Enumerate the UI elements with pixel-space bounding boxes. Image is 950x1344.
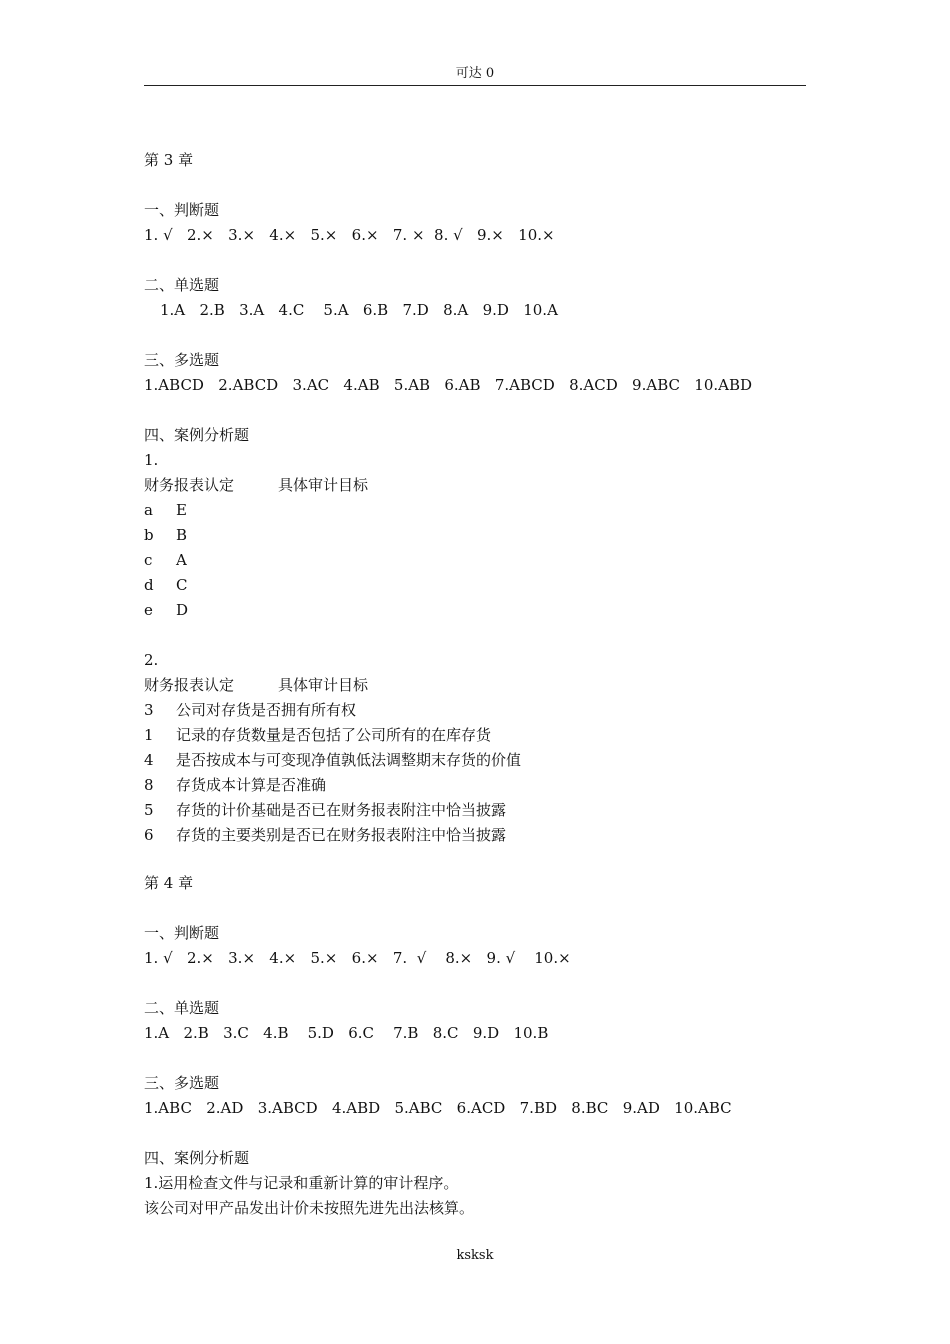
ch3-judge-answers: 1. √ 2.× 3.× 4.× 5.× 6.× 7. × 8. √ 9.× 10.× — [144, 226, 555, 244]
ch3-case-title: 四、案例分析题 — [144, 426, 250, 444]
case2-row-key: 3 — [144, 701, 154, 719]
ch4-case-line-1: 1.运用检查文件与记录和重新计算的审计程序。 — [144, 1174, 459, 1192]
case1-row-value: A — [176, 551, 187, 569]
case1-row-key: b — [144, 526, 154, 544]
ch3-single-answers: 1.A 2.B 3.A 4.C 5.A 6.B 7.D 8.A 9.D 10.A — [160, 301, 558, 319]
case1-row-value: E — [176, 501, 187, 519]
ch4-multi-answers: 1.ABC 2.AD 3.ABCD 4.ABD 5.ABC 6.ACD 7.BD 8.BC 9.AD 10.ABC — [144, 1099, 732, 1117]
case1-row-key: a — [144, 501, 153, 519]
ch3-case1-header-right: 具体审计目标 — [278, 476, 369, 494]
case2-row-key: 5 — [144, 801, 154, 819]
ch4-single-answers: 1.A 2.B 3.C 4.B 5.D 6.C 7.B 8.C 9.D 10.B — [144, 1024, 549, 1042]
ch3-multi-answers: 1.ABCD 2.ABCD 3.AC 4.AB 5.AB 6.AB 7.ABCD 8.ACD 9.ABC 10.ABD — [144, 376, 753, 394]
case2-row-key: 6 — [144, 826, 154, 844]
ch3-case1-number: 1. — [144, 451, 159, 469]
case2-row-value: 是否按成本与可变现净值孰低法调整期末存货的价值 — [176, 751, 522, 769]
case2-row-key: 8 — [144, 776, 154, 794]
ch4-single-title: 二、单选题 — [144, 999, 220, 1017]
ch4-case-title: 四、案例分析题 — [144, 1149, 250, 1167]
case1-row-key: e — [144, 601, 153, 619]
case1-row-value: C — [176, 576, 188, 594]
case1-row-key: c — [144, 551, 153, 569]
case2-row-value: 公司对存货是否拥有所有权 — [176, 701, 357, 719]
ch3-case1-header-left: 财务报表认定 — [144, 476, 235, 494]
case2-row-value: 记录的存货数量是否包括了公司所有的在库存货 — [176, 726, 492, 744]
chapter-4-title: 第 4 章 — [144, 874, 194, 892]
ch3-multi-title: 三、多选题 — [144, 351, 220, 369]
case1-row-value: B — [176, 526, 188, 544]
ch3-judge-title: 一、判断题 — [144, 201, 220, 219]
chapter-3-title: 第 3 章 — [144, 151, 194, 169]
ch4-judge-answers: 1. √ 2.× 3.× 4.× 5.× 6.× 7. √ 8.× 9. √ 10.× — [144, 949, 571, 967]
case1-row-key: d — [144, 576, 154, 594]
ch3-case2-header-left: 财务报表认定 — [144, 676, 235, 694]
page-header: 可达 0 — [144, 64, 806, 86]
case2-row-value: 存货的主要类别是否已在财务报表附注中恰当披露 — [176, 826, 507, 844]
ch3-case2-number: 2. — [144, 651, 159, 669]
ch4-judge-title: 一、判断题 — [144, 924, 220, 942]
ch3-case2-header-right: 具体审计目标 — [278, 676, 369, 694]
case2-row-value: 存货成本计算是否准确 — [176, 776, 327, 794]
page-footer: ksksk — [456, 1248, 494, 1263]
case1-row-value: D — [176, 601, 189, 619]
ch3-single-title: 二、单选题 — [144, 276, 220, 294]
ch4-multi-title: 三、多选题 — [144, 1074, 220, 1092]
case2-row-value: 存货的计价基础是否已在财务报表附注中恰当披露 — [176, 801, 507, 819]
case2-row-key: 1 — [144, 726, 154, 744]
ch4-case-line-2: 该公司对甲产品发出计价未按照先进先出法核算。 — [144, 1199, 475, 1217]
case2-row-key: 4 — [144, 751, 154, 769]
